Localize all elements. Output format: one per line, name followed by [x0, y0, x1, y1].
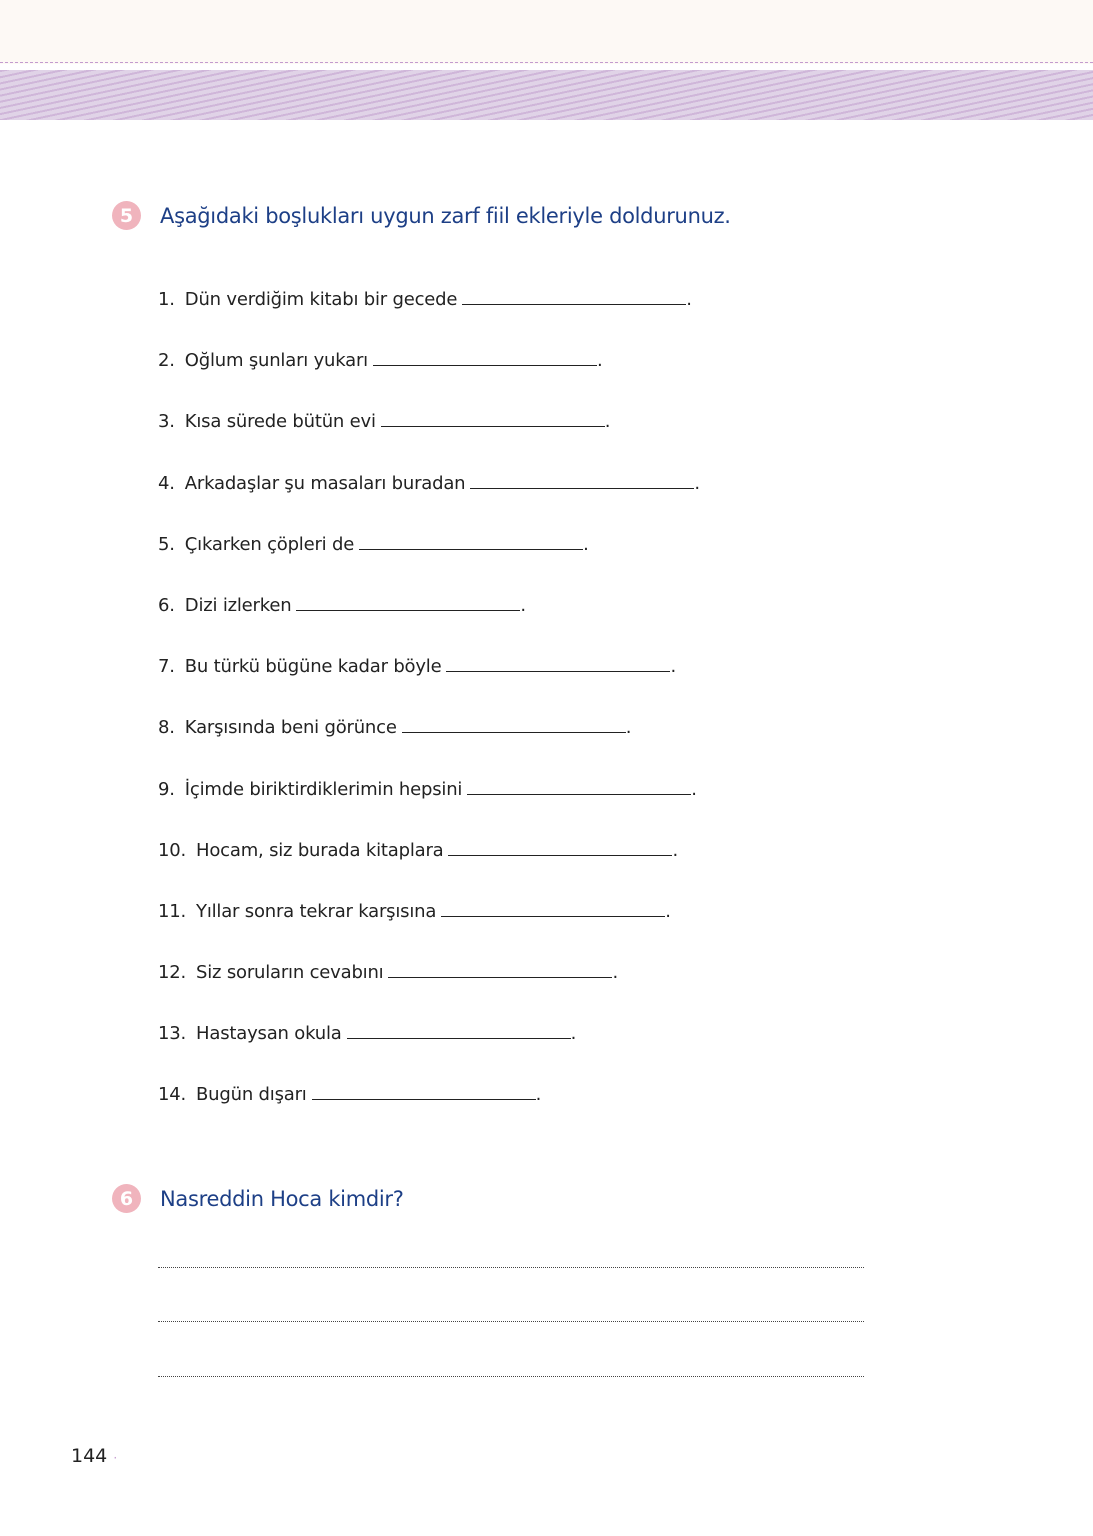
- end-mark: .: [670, 656, 677, 678]
- answer-blank[interactable]: [467, 776, 691, 795]
- item-text: Arkadaşlar şu masaları buradan: [184, 472, 466, 494]
- end-mark: .: [665, 900, 671, 922]
- item-text: Siz soruların cevabını: [196, 962, 384, 984]
- answer-blank[interactable]: [312, 1081, 536, 1100]
- list-item: [158, 1081, 700, 1142]
- answer-blank[interactable]: [296, 592, 520, 611]
- question-title: Nasreddin Hoca kimdir?: [160, 1186, 404, 1211]
- item-number: 8.: [158, 717, 175, 739]
- item-text: Çıkarken çöpleri de: [184, 533, 355, 555]
- list-item: [158, 837, 700, 898]
- item-number: 5.: [158, 533, 175, 555]
- item-text: Bugün dışarı: [196, 1084, 307, 1106]
- header-dashed-line: [0, 62, 1093, 63]
- end-mark: .: [625, 717, 632, 739]
- header-stripe-decoration: [0, 70, 1093, 120]
- list-item: [158, 592, 700, 653]
- fill-in-list: [158, 286, 700, 1143]
- question-title: Aşağıdaki boşlukları uygun zarf fiil ekleriyle doldurunuz.: [160, 203, 731, 228]
- end-mark: .: [520, 594, 526, 616]
- page-header-band: [0, 0, 1093, 64]
- end-mark: .: [604, 411, 611, 433]
- list-item: [158, 776, 700, 837]
- end-mark: .: [535, 1084, 542, 1106]
- end-mark: .: [672, 839, 679, 861]
- list-item: [158, 1020, 700, 1081]
- list-item: [158, 653, 700, 714]
- list-item: [158, 286, 700, 347]
- question-5-heading: [112, 201, 731, 230]
- answer-blank[interactable]: [359, 531, 583, 550]
- item-number: 3.: [158, 411, 175, 433]
- item-text: Dizi izlerken: [184, 594, 292, 616]
- answer-blank[interactable]: [470, 470, 694, 489]
- item-number: 9.: [158, 778, 175, 800]
- end-mark: .: [691, 778, 697, 800]
- item-number: 12.: [158, 962, 187, 984]
- end-mark: .: [597, 350, 603, 372]
- list-item: [158, 408, 700, 469]
- item-text: Yıllar sonra tekrar karşısına: [196, 900, 437, 922]
- item-number: 10.: [158, 839, 187, 861]
- answer-line[interactable]: [158, 1321, 864, 1322]
- end-mark: .: [612, 962, 619, 984]
- item-text: Bu türkü bügüne kadar böyle: [184, 656, 442, 678]
- list-item: [158, 959, 700, 1020]
- item-text: Oğlum şunları yukarı: [184, 350, 368, 372]
- answer-blank[interactable]: [373, 347, 597, 366]
- item-number: 2.: [158, 350, 175, 372]
- item-number: 7.: [158, 656, 175, 678]
- list-item: [158, 714, 700, 775]
- list-item: [158, 470, 700, 531]
- end-mark: .: [694, 472, 700, 494]
- end-mark: .: [583, 533, 589, 555]
- item-text: Hocam, siz burada kitaplara: [196, 839, 444, 861]
- question-number-badge: 6: [112, 1184, 141, 1213]
- answer-blank[interactable]: [388, 959, 612, 978]
- item-text: Hastaysan okula: [196, 1023, 342, 1045]
- end-mark: .: [686, 289, 692, 310]
- item-number: 6.: [158, 594, 175, 616]
- item-number: 14.: [158, 1084, 187, 1106]
- answer-blank[interactable]: [441, 898, 665, 917]
- item-number: 13.: [158, 1023, 187, 1045]
- answer-blank[interactable]: [402, 714, 626, 733]
- end-mark: .: [570, 1023, 577, 1045]
- item-number: 1.: [158, 289, 175, 310]
- answer-blank[interactable]: [448, 837, 672, 856]
- answer-blank[interactable]: [446, 653, 670, 672]
- item-text: Karşısında beni görünce: [184, 717, 397, 739]
- item-number: 11.: [158, 900, 187, 922]
- answer-blank[interactable]: [347, 1020, 571, 1039]
- answer-blank[interactable]: [462, 286, 686, 305]
- answer-line[interactable]: [158, 1376, 864, 1377]
- list-item: [158, 898, 700, 959]
- item-text: İçimde biriktirdiklerimin hepsini: [184, 778, 463, 800]
- page-number: 144 ·: [71, 1445, 118, 1467]
- item-number: 4.: [158, 472, 175, 494]
- question-number-badge: 5: [112, 201, 141, 230]
- list-item: [158, 531, 700, 592]
- question-6-heading: [112, 1184, 404, 1213]
- answer-blank[interactable]: [381, 408, 605, 427]
- list-item: [158, 347, 700, 408]
- answer-line[interactable]: [158, 1267, 864, 1268]
- item-text: Dün verdiğim kitabı bir gecede: [184, 289, 458, 310]
- item-text: Kısa sürede bütün evi: [184, 411, 376, 433]
